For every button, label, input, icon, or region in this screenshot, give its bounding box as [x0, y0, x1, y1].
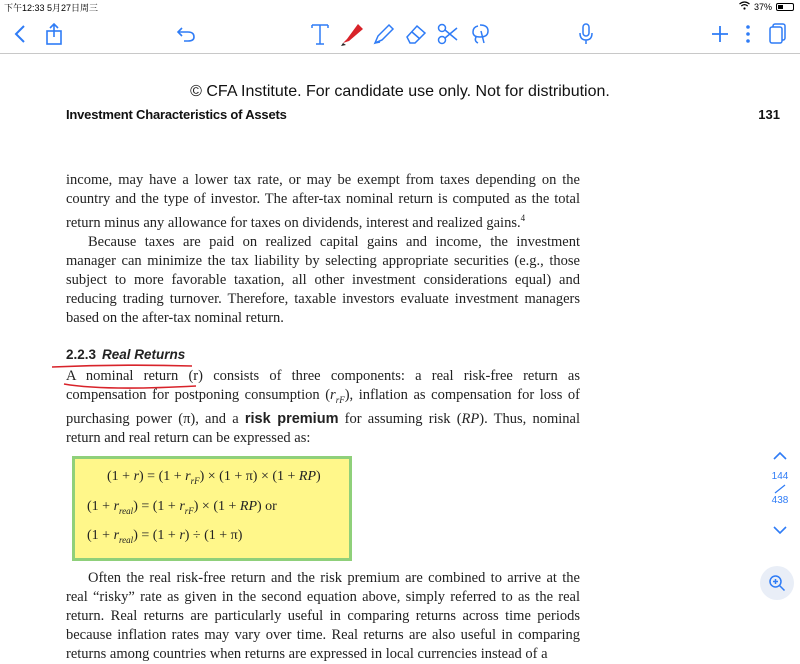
section-number: 2.2.3 — [66, 346, 97, 362]
toolbar — [0, 14, 800, 54]
microphone-icon[interactable] — [572, 20, 600, 48]
lasso-icon[interactable] — [466, 20, 494, 48]
formula-line-1: $(1 + r) = (1 + r_{rF}) \times (1 + \pi) \times (1 + RP)$ — [107, 468, 321, 486]
zoom-button[interactable] — [760, 566, 794, 600]
footnote-ref: 4 — [520, 213, 526, 223]
highlighter-red-icon[interactable] — [338, 20, 366, 48]
more-icon[interactable] — [734, 20, 762, 48]
formula-line-3: $(1 + r_{real}) = (1 + r) \div (1 + \pi)$ — [87, 528, 243, 546]
paragraph: A nominal return (r) consists of three components: a real risk-free return as compensation for postponing consumption $(r_{rF})$, inflation as compensation for loss of purchasing power (π), and a risk premium for assuming risk (RP). Thus, nominal return and real return can be expressed as: — [66, 367, 581, 446]
total-pages: 438 — [771, 495, 789, 506]
battery-percent: 37% — [753, 1, 772, 12]
text-icon[interactable] — [306, 20, 334, 48]
chevron-down-icon[interactable] — [772, 522, 788, 538]
copyright-notice: © CFA Institute. For candidate use only. Not for distribution. — [190, 83, 610, 100]
pages-icon[interactable] — [764, 20, 792, 48]
chevron-up-icon[interactable] — [772, 448, 788, 464]
paragraph: Often the real risk-free return and the risk premium are combined to arrive at the real “risky” rate as given in the second equation above, simply referred to as the real return. Real returns are particularly useful in comparing returns across time periods because inflation rates may vary over time. Real returns are also useful in comparing returns among countries when returns are expressed in local currencies instead of a — [66, 570, 580, 663]
section-title: Real Returns — [102, 346, 186, 362]
document-page[interactable] — [0, 55, 800, 663]
current-page: 144 — [771, 471, 789, 482]
back-chevron-icon[interactable] — [6, 20, 34, 48]
share-icon[interactable] — [40, 20, 68, 48]
body-text — [66, 171, 580, 664]
underlined-phrase: A nominal return (r) — [66, 368, 203, 384]
zoom-in-icon — [768, 574, 786, 592]
running-head: Investment Characteristics of Assets — [66, 107, 287, 122]
add-icon[interactable] — [706, 20, 734, 48]
section-heading — [66, 345, 185, 364]
status-bar — [0, 0, 800, 14]
pen-icon[interactable] — [370, 20, 398, 48]
page-scrubber[interactable] — [760, 440, 800, 600]
formula-line-2: $(1 + r_{real}) = (1 + r_{rF}) \times (1 + RP)$ or — [87, 498, 277, 516]
bold-term: risk premium — [244, 410, 339, 427]
scissors-icon[interactable] — [434, 20, 462, 48]
status-time-date: 下午12:33 5月27日周三 — [4, 3, 99, 13]
status-right-group — [739, 1, 794, 12]
slash-icon — [773, 484, 787, 494]
eraser-icon[interactable] — [402, 20, 430, 48]
page-indicator — [762, 470, 798, 508]
red-underline-annotation — [64, 382, 196, 390]
paragraph: Because taxes are paid on realized capital gains and income, the investment manager can minimize the tax liability by selecting appropriate securities (e.g., those subject to more favorable taxation, all other investment considerations equal) and reducing trading turnover. Therefore, taxable investors evaluate investment managers based on the after-tax nominal return. — [66, 233, 580, 326]
formula-box-highlighted — [72, 456, 352, 561]
page-number: 131 — [758, 107, 780, 122]
undo-icon[interactable] — [172, 20, 200, 48]
battery-icon — [776, 3, 794, 11]
paragraph: income, may have a lower tax rate, or may be exempt from taxes depending on the country and the type of investor. The after-tax nominal return is computed as the total return minus any allowance for taxes on dividends, interest and realized gains.$^4$ — [66, 172, 580, 231]
wifi-icon — [739, 1, 750, 12]
